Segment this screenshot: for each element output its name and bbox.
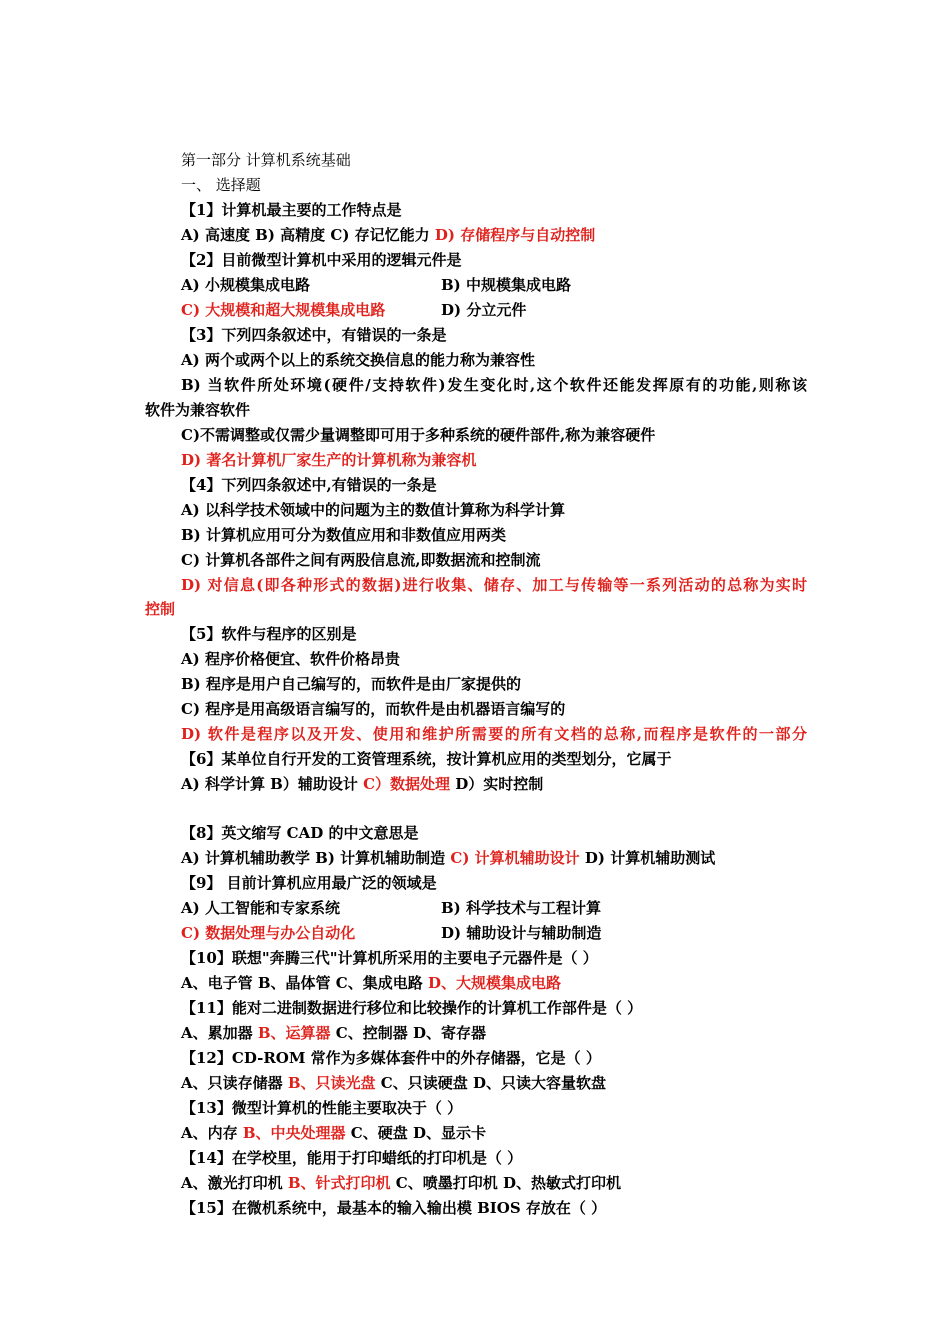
- answer-text: D) 软件是程序以及开发、使用和维护所需要的所有文档的总称,而程序是软件的一部分: [181, 725, 807, 743]
- text-line: [181, 476, 437, 494]
- text-line: [181, 526, 506, 544]
- line-text: 【8】英文缩写 CAD 的中文意思是: [181, 824, 419, 842]
- text-line: [181, 824, 418, 842]
- line-text: C、只读硬盘 D、只读大容量软盘: [375, 1074, 606, 1092]
- text-line: [181, 276, 571, 294]
- line-text: A、只读存储器: [181, 1074, 288, 1092]
- text-line: [181, 1049, 601, 1067]
- line-text: 【12】CD-ROM 常作为多媒体套件中的外存储器，它是（ ）: [181, 1049, 601, 1067]
- text-line: [181, 351, 535, 369]
- text-line: [181, 949, 598, 967]
- text-line: [181, 451, 476, 469]
- text-line: [181, 700, 565, 718]
- line-text: A) 小规模集成电路: [181, 276, 310, 294]
- answer-text: B、运算器: [257, 1024, 331, 1042]
- line-text: D) 辅助设计与辅助制造: [441, 924, 602, 942]
- line-text: D）实时控制: [450, 775, 544, 793]
- text-line: [181, 426, 655, 444]
- text-line: [181, 974, 561, 992]
- text-line: [181, 1149, 522, 1167]
- text-line: [181, 376, 807, 394]
- answer-text: C) 大规模和超大规模集成电路: [181, 301, 386, 319]
- text-line: [181, 924, 602, 942]
- text-line: [181, 1124, 486, 1142]
- text-line: [181, 176, 261, 194]
- line-text: 【6】某单位自行开发的工资管理系统，按计算机应用的类型划分，它属于: [181, 750, 672, 768]
- line-text: B) 科学技术与工程计算: [441, 899, 601, 917]
- line-text: 【13】微型计算机的性能主要取决于（ ）: [181, 1099, 463, 1117]
- text-line: [181, 501, 565, 519]
- line-text: 【1】计算机最主要的工作特点是: [181, 201, 402, 219]
- line-text: 【15】在微机系统中，最基本的输入输出模 BIOS 存放在（ ）: [181, 1199, 607, 1217]
- answer-text: D、大规模集成电路: [427, 974, 561, 992]
- answer-text: 控制: [145, 600, 176, 618]
- text-line: [181, 1174, 621, 1192]
- text-line: [181, 999, 642, 1017]
- answer-text: D) 著名计算机厂家生产的计算机称为兼容机: [181, 451, 477, 469]
- line-text: A、激光打印机: [181, 1174, 288, 1192]
- answer-text: C）数据处理: [363, 775, 451, 793]
- line-text: A) 两个或两个以上的系统交换信息的能力称为兼容性: [181, 351, 535, 369]
- text-line: [181, 251, 461, 269]
- answer-text: D) 对信息(即各种形式的数据)进行收集、储存、加工与传输等一系列活动的总称为实时: [181, 576, 807, 594]
- text-line: [181, 1024, 486, 1042]
- text-line: [145, 600, 175, 618]
- text-line: [181, 151, 351, 169]
- line-text: A) 计算机辅助教学 B) 计算机辅助制造: [181, 849, 451, 867]
- text-line: [181, 576, 807, 594]
- line-text: 【14】在学校里，能用于打印蜡纸的打印机是（ ）: [181, 1149, 523, 1167]
- line-text: 【11】能对二进制数据进行移位和比较操作的计算机工作部件是（ ）: [181, 999, 643, 1017]
- answer-text: B、只读光盘: [287, 1074, 376, 1092]
- answer-text: D) 存储程序与自动控制: [434, 226, 596, 244]
- line-text: A、内存: [181, 1124, 243, 1142]
- text-line: [181, 226, 595, 244]
- answer-text: B、中央处理器: [242, 1124, 346, 1142]
- text-line: [181, 201, 401, 219]
- line-text: C、控制器 D、寄存器: [330, 1024, 486, 1042]
- line-text: A) 以科学技术领域中的问题为主的数值计算称为科学计算: [181, 501, 565, 519]
- text-line: [181, 874, 437, 892]
- line-text: A) 高速度 B) 高精度 C) 存记忆能力: [181, 226, 435, 244]
- text-line: [181, 775, 543, 793]
- text-line: [181, 1074, 606, 1092]
- second-column-option: [441, 276, 571, 294]
- line-text: 【9】 目前计算机应用最广泛的领域是: [181, 874, 437, 892]
- answer-text: C) 计算机辅助设计: [450, 849, 580, 867]
- line-text: A、累加器: [181, 1024, 258, 1042]
- line-text: 【5】软件与程序的区别是: [181, 625, 357, 643]
- line-text: B) 当软件所处环境(硬件/支持软件)发生变化时,这个软件还能发挥原有的功能,则称该: [181, 376, 807, 394]
- text-line: [181, 725, 807, 743]
- text-line: [181, 551, 540, 569]
- line-text: A) 人工智能和专家系统: [181, 899, 340, 917]
- line-text: C)不需调整或仅需少量调整即可用于多种系统的硬件部件,称为兼容硬件: [181, 426, 656, 444]
- line-text: B) 中规模集成电路: [441, 276, 571, 294]
- text-line: [181, 625, 356, 643]
- line-text: B) 程序是用户自己编写的，而软件是由厂家提供的: [181, 675, 521, 693]
- text-line: [181, 899, 601, 917]
- line-text: A) 程序价格便宜、软件价格昂贵: [181, 650, 400, 668]
- line-text: 【4】下列四条叙述中,有错误的一条是: [181, 476, 437, 494]
- text-line: [181, 301, 527, 319]
- line-text: C、硬盘 D、显示卡: [345, 1124, 486, 1142]
- text-line: [181, 326, 446, 344]
- second-column-option: [441, 301, 526, 319]
- answer-text: B、针式打印机: [287, 1174, 391, 1192]
- line-text: 软件为兼容软件: [145, 401, 251, 419]
- second-column-option: [441, 899, 601, 917]
- line-text: A、电子管 B、晶体管 C、集成电路: [181, 974, 428, 992]
- line-text: 【2】目前微型计算机中采用的逻辑元件是: [181, 251, 462, 269]
- text-line: [181, 1099, 462, 1117]
- line-text: A) 科学计算 B）辅助设计: [181, 775, 364, 793]
- line-text: B) 计算机应用可分为数值应用和非数值应用两类: [181, 526, 506, 544]
- line-text: 【10】联想"奔腾三代"计算机所采用的主要电子元器件是（ ）: [181, 949, 598, 967]
- text-line: [181, 675, 521, 693]
- text-line: [181, 650, 400, 668]
- answer-text: C) 数据处理与办公自动化: [181, 924, 356, 942]
- line-text: C) 计算机各部件之间有两股信息流,即数据流和控制流: [181, 551, 541, 569]
- line-text: C) 程序是用高级语言编写的，而软件是由机器语言编写的: [181, 700, 566, 718]
- line-text: 一、 选择题: [181, 176, 261, 194]
- second-column-option: [441, 924, 601, 942]
- text-line: [181, 1199, 606, 1217]
- line-text: D) 计算机辅助测试: [579, 849, 716, 867]
- text-line: [181, 750, 671, 768]
- line-text: 【3】下列四条叙述中，有错误的一条是: [181, 326, 447, 344]
- line-text: C、喷墨打印机 D、热敏式打印机: [390, 1174, 621, 1192]
- line-text: 第一部分 计算机系统基础: [181, 151, 351, 169]
- line-text: D) 分立元件: [441, 301, 527, 319]
- text-line: [145, 401, 250, 419]
- text-line: [181, 849, 715, 867]
